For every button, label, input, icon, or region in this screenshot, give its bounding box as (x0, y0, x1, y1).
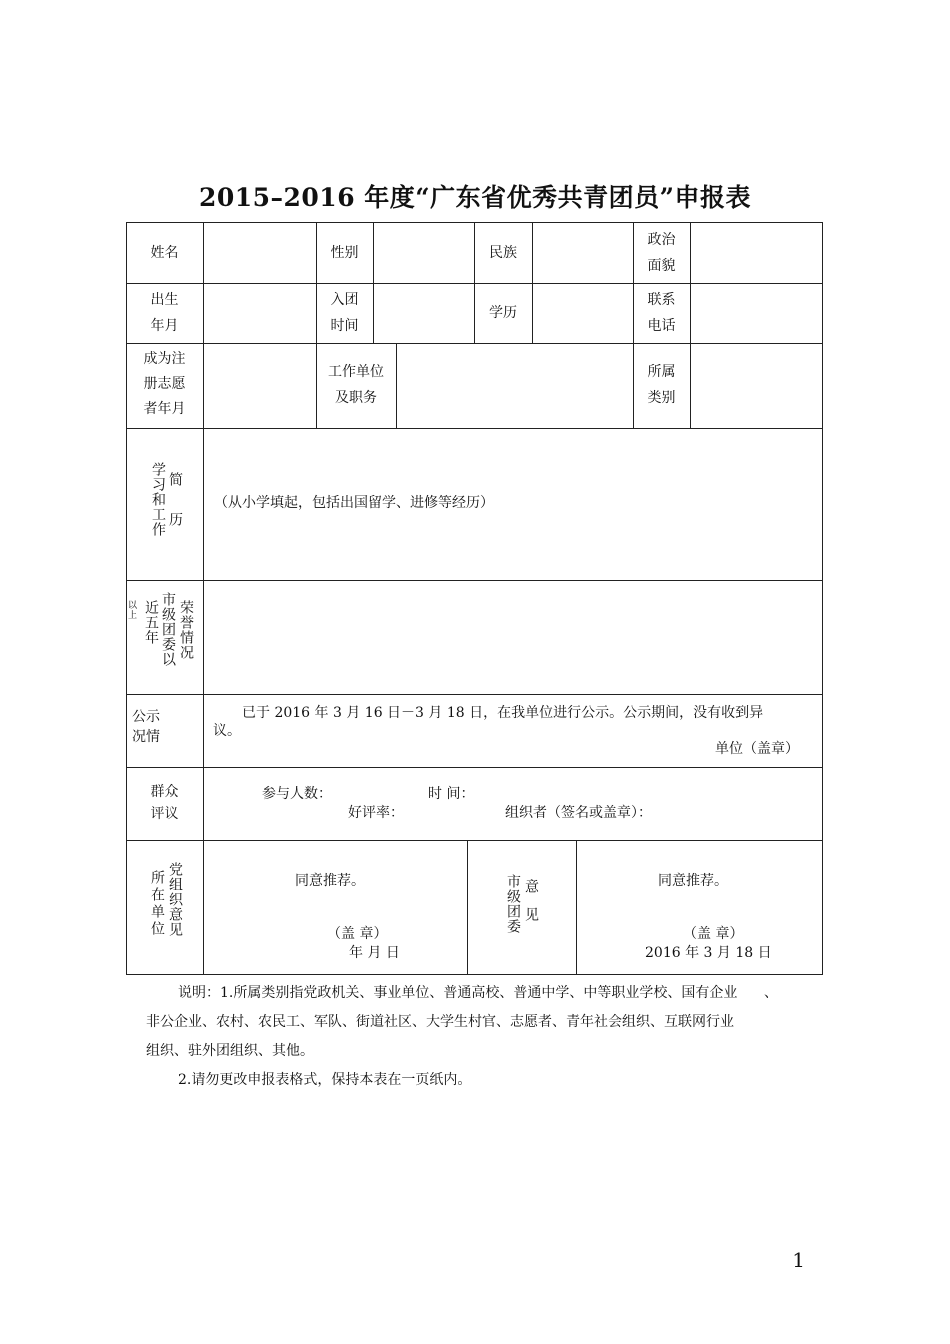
notes-line-4: 2.请勿更改申报表格式，保持本表在一页纸内。 (178, 1072, 472, 1088)
input-political-status[interactable] (692, 224, 821, 282)
col-divider (373, 222, 374, 343)
label-party-unit: 所在单位 (149, 870, 165, 938)
col-divider (690, 222, 691, 428)
label-league-join-date: 入团 时间 (330, 292, 359, 334)
input-category[interactable] (692, 345, 821, 427)
row-divider (126, 343, 823, 344)
input-volunteer-date[interactable] (205, 345, 315, 427)
label-gender: 性别 (330, 245, 359, 261)
row-divider (126, 580, 823, 581)
mass-organizer-label: 组织者（签名或盖章）： (505, 805, 652, 821)
col-divider (396, 343, 397, 428)
page-number: 1 (792, 1248, 805, 1272)
label-ethnicity: 民族 (489, 245, 517, 261)
label-work-unit: 工作单位 及职务 (328, 364, 384, 406)
city-opinion-text: 同意推荐。 (658, 873, 728, 889)
label-publicity: 公示 况情 (132, 709, 160, 745)
mass-rating-label: 好评率： (348, 805, 404, 821)
label-education: 学历 (489, 305, 517, 321)
publicity-seal: 单位（盖章） (715, 741, 799, 757)
mass-time-label: 时 间： (428, 786, 475, 802)
publicity-text-cont: 议。 (213, 723, 241, 739)
label-category: 所属 类别 (647, 364, 676, 406)
label-mass-evaluation: 群众 评议 (150, 784, 179, 822)
notes-line-1: 说明：1.所属类别指党政机关、事业单位、普通高校、普通中学、中等职业学校、国有企业 、 (178, 985, 779, 1001)
row-divider (126, 767, 823, 768)
notes-line-2: 非公企业、农村、农民工、军队、街道社区、大学生村官、志愿者、青年社会组织、互联网行业 (146, 1014, 734, 1030)
label-honors-col1: 以上 (126, 600, 136, 620)
label-honors-col4: 荣誉情况 (178, 600, 194, 660)
input-work-unit[interactable] (398, 345, 632, 427)
input-phone[interactable] (692, 285, 821, 342)
input-education[interactable] (534, 285, 632, 342)
input-league-join-date[interactable] (375, 285, 473, 342)
label-city-league: 市级团委 (505, 874, 521, 934)
row-divider (126, 694, 823, 695)
label-column-divider (203, 222, 204, 975)
party-opinion-text: 同意推荐。 (295, 873, 365, 889)
input-gender[interactable] (375, 224, 473, 282)
label-honors-col2: 近五年 (143, 600, 159, 645)
form-title: 2015–2016 年度“广东省优秀共青团员”申报表 (198, 183, 752, 212)
mass-participants-label: 参与人数： (262, 786, 332, 802)
city-date: 2016 年 3 月 18 日 (645, 945, 772, 961)
party-date: 年 月 日 (349, 945, 400, 961)
input-resume[interactable] (205, 430, 821, 579)
label-resume-b: 简历 (167, 472, 183, 552)
input-name[interactable] (205, 224, 315, 282)
notes-line-3: 组织、驻外团组织、其他。 (146, 1043, 314, 1059)
label-political-status: 政治 面貌 (647, 232, 676, 274)
label-resume-a: 学习和工作 (150, 462, 166, 537)
label-honors-col3: 市级团委以 (160, 592, 176, 667)
row-divider (126, 428, 823, 429)
label-volunteer-registration-date: 成为注 册志愿 者年月 (143, 351, 186, 417)
label-birth-date: 出生 年月 (150, 292, 179, 334)
label-party-opinion: 党组织意见 (167, 862, 183, 937)
publicity-text: 已于 2016 年 3 月 16 日－3 月 18 日，在我单位进行公示。公示期间，没有收到异 (242, 705, 764, 721)
label-city-opinion: 意见 (523, 879, 539, 935)
col-divider (532, 222, 533, 343)
label-name: 姓名 (150, 245, 179, 261)
resume-hint: （从小学填起，包括出国留学、进修等经历） (214, 495, 494, 511)
input-ethnicity[interactable] (534, 224, 632, 282)
party-seal: （盖 章） (327, 926, 388, 942)
row-divider (126, 840, 823, 841)
col-divider (576, 840, 577, 975)
col-divider (467, 840, 468, 975)
input-honors[interactable] (205, 582, 821, 693)
city-seal: （盖 章） (683, 926, 744, 942)
label-phone: 联系 电话 (647, 292, 676, 334)
input-birth-date[interactable] (205, 285, 315, 342)
